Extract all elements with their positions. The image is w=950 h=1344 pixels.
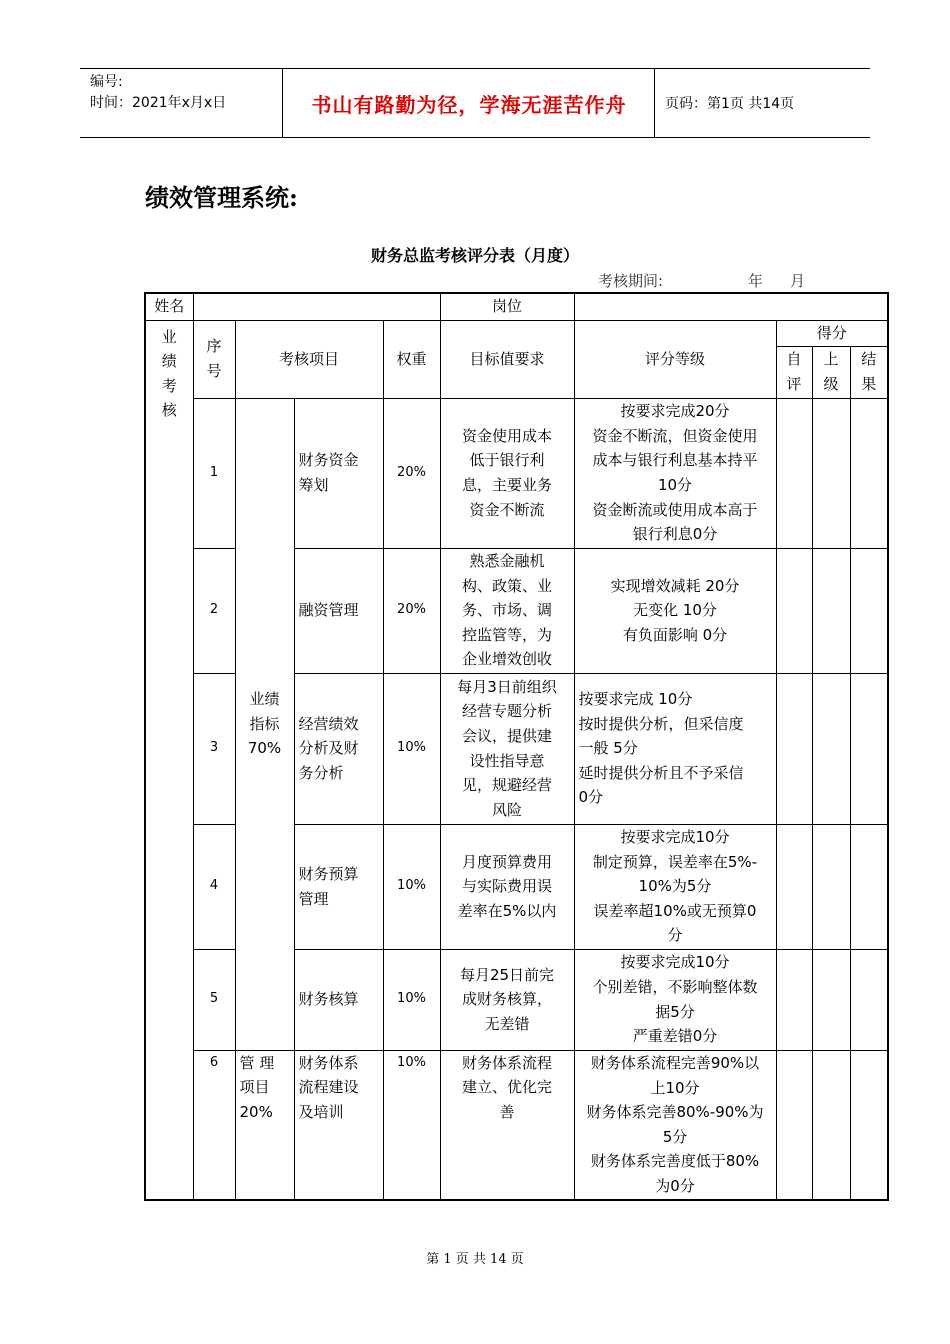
page-header [80, 68, 870, 138]
result-score-cell[interactable] [850, 1050, 888, 1200]
category-cell: 业 绩 考 核 [145, 320, 193, 1200]
header-page-code: 页码：第1页 共14页 [665, 96, 795, 112]
superior-score-cell[interactable] [812, 1050, 850, 1200]
date-label: 时间：2021年x月x日 [90, 95, 227, 111]
row-item: 财务预算 管理 [294, 824, 383, 949]
header-item: 考核项目 [235, 320, 383, 398]
row-seq: 2 [193, 548, 235, 673]
row-grade: 按要求完成10分 制定预算，误差率在5%- 10%为5分 误差率超10%或无预算0 分 [574, 824, 776, 949]
doc-number-label: 编号: [90, 74, 123, 90]
superior-score-cell[interactable] [812, 824, 850, 949]
row-target: 每月3日前组织 经营专题分析 会议，提供建 设性指导意 见，规避经营 风险 [440, 673, 574, 824]
header-self-eval: 自 评 [776, 346, 812, 398]
row-item: 财务体系 流程建设 及培训 [294, 1050, 383, 1200]
period-year: 年 [748, 272, 764, 290]
header-seq: 序 号 [193, 320, 235, 398]
superior-score-cell[interactable] [812, 673, 850, 824]
self-score-cell[interactable] [776, 949, 812, 1050]
table-row [145, 1050, 888, 1200]
row-item: 财务核算 [294, 949, 383, 1050]
row-target: 资金使用成本 低于银行利 息，主要业务 资金不断流 [440, 398, 574, 548]
self-score-cell[interactable] [776, 673, 812, 824]
header-left [90, 72, 226, 114]
row-seq: 1 [193, 398, 235, 548]
table-title: 财务总监考核评分表（月度） [370, 246, 579, 265]
post-label: 岗位 [440, 293, 574, 320]
self-score-cell[interactable] [776, 398, 812, 548]
superior-score-cell[interactable] [812, 548, 850, 673]
row-item: 经营绩效 分析及财 务分析 [294, 673, 383, 824]
page-footer: 第 1 页 共 14 页 [426, 1252, 524, 1267]
row-item: 财务资金 筹划 [294, 398, 383, 548]
row-weight: 20% [383, 548, 440, 673]
self-score-cell[interactable] [776, 548, 812, 673]
self-score-cell[interactable] [776, 824, 812, 949]
evaluation-table [144, 292, 889, 1201]
header-result: 结 果 [850, 346, 888, 398]
assessment-period [598, 270, 806, 291]
period-label: 考核期间: [598, 272, 664, 290]
header-motto: 书山有路勤为径，学海无涯苦作舟 [311, 92, 627, 117]
row-seq: 4 [193, 824, 235, 949]
table-row [145, 398, 888, 548]
result-score-cell[interactable] [850, 673, 888, 824]
row-weight: 10% [383, 824, 440, 949]
row-grade: 按要求完成20分 资金不断流，但资金使用 成本与银行利息基本持平 10分 资金断流或使用成本高于 银行利息0分 [574, 398, 776, 548]
row-weight: 20% [383, 398, 440, 548]
result-score-cell[interactable] [850, 548, 888, 673]
row-target: 财务体系流程 建立、优化完 善 [440, 1050, 574, 1200]
post-field[interactable] [574, 293, 888, 320]
row-grade: 实现增效减耗 20分 无变化 10分 有负面影响 0分 [574, 548, 776, 673]
row-seq: 5 [193, 949, 235, 1050]
row-seq: 3 [193, 673, 235, 824]
row-target: 熟悉金融机 构、政策、业 务、市场、调 控监管等，为 企业增效创收 [440, 548, 574, 673]
section-title: 绩效管理系统: [145, 183, 298, 212]
row-grade: 按要求完成10分 个别差错，不影响整体数 据5分 严重差错0分 [574, 949, 776, 1050]
row-weight: 10% [383, 949, 440, 1050]
result-score-cell[interactable] [850, 949, 888, 1050]
row-target: 月度预算费用 与实际费用误 差率在5%以内 [440, 824, 574, 949]
name-label: 姓名 [145, 293, 193, 320]
header-grade: 评分等级 [574, 320, 776, 398]
superior-score-cell[interactable] [812, 398, 850, 548]
header-superior: 上 级 [812, 346, 850, 398]
result-score-cell[interactable] [850, 824, 888, 949]
superior-score-cell[interactable] [812, 949, 850, 1050]
row-weight: 10% [383, 673, 440, 824]
group-performance: 业绩 指标 70% [235, 398, 294, 1050]
row-grade: 财务体系流程完善90%以 上10分 财务体系完善80%-90%为 5分 财务体系完善度低于80% 为0分 [574, 1050, 776, 1200]
header-target: 目标值要求 [440, 320, 574, 398]
row-item: 融资管理 [294, 548, 383, 673]
row-seq: 6 [193, 1050, 235, 1200]
header-weight: 权重 [383, 320, 440, 398]
header-score: 得分 [776, 320, 888, 346]
header-divider [654, 69, 655, 137]
name-field[interactable] [193, 293, 440, 320]
group-management: 管 理 项目 20% [235, 1050, 294, 1200]
row-target: 每月25日前完 成财务核算， 无差错 [440, 949, 574, 1050]
self-score-cell[interactable] [776, 1050, 812, 1200]
result-score-cell[interactable] [850, 398, 888, 548]
period-month: 月 [790, 272, 806, 290]
row-grade: 按要求完成 10分 按时提供分析，但采信度 一般 5分 延时提供分析且不予采信 0分 [574, 673, 776, 824]
row-weight: 10% [383, 1050, 440, 1200]
